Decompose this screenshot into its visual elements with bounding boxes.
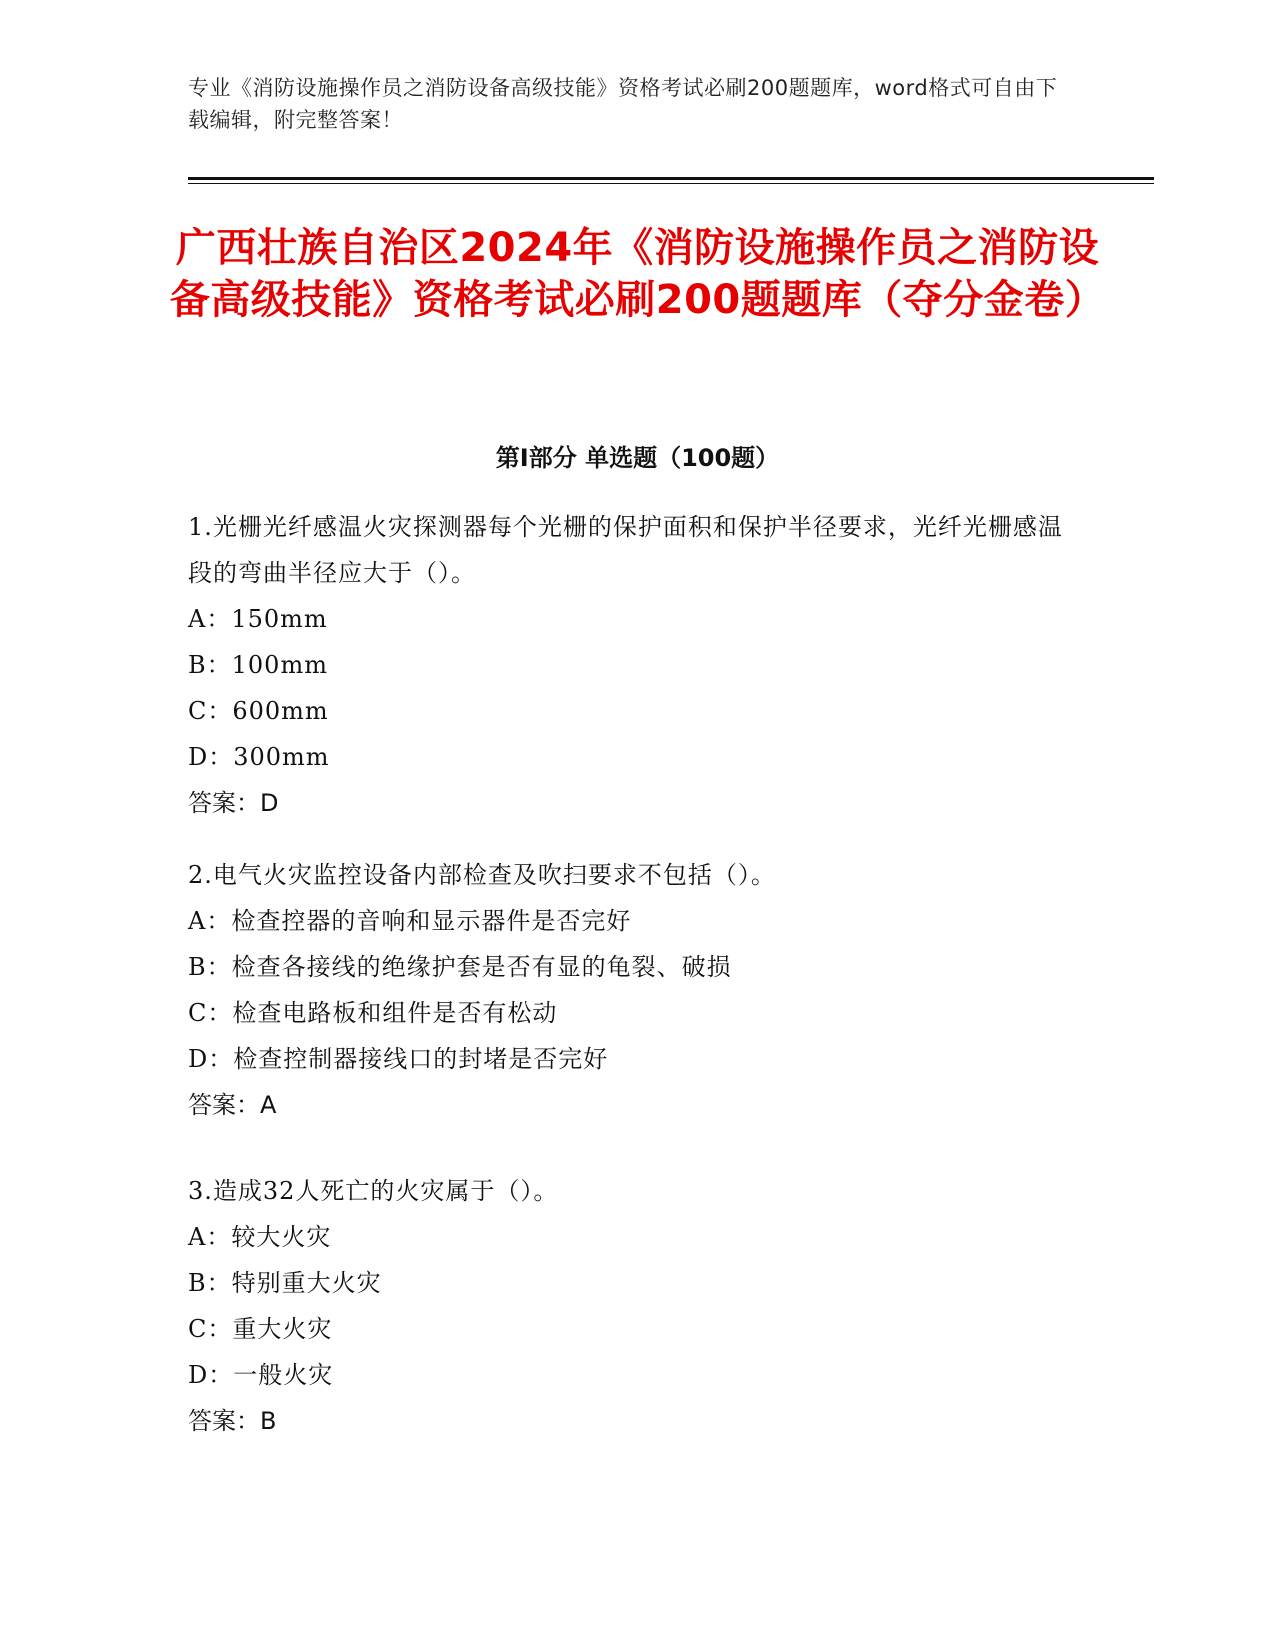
page-header-note: 专业《消防设施操作员之消防设备高级技能》资格考试必刷200题题库，word格式可自由下载编辑，附完整答案！ bbox=[188, 76, 1058, 132]
question-2 bbox=[188, 852, 1068, 1128]
option-a: A：较大火灾 bbox=[188, 1223, 332, 1251]
question-stem: 1.光栅光纤感温火灾探测器每个光栅的保护面积和保护半径要求，光纤光栅感温段的弯曲半径应大于（）。 bbox=[188, 513, 1063, 587]
option-c: C：检查电路板和组件是否有松动 bbox=[188, 999, 558, 1027]
answer-line: 答案：D bbox=[188, 789, 279, 817]
question-3 bbox=[188, 1168, 1068, 1444]
option-d: D：检查控制器接线口的封堵是否完好 bbox=[188, 1045, 609, 1073]
answer-line: 答案：B bbox=[188, 1407, 277, 1435]
option-c: C：600mm bbox=[188, 697, 329, 725]
option-b: B：检查各接线的绝缘护套是否有显的龟裂、破损 bbox=[188, 953, 732, 981]
option-d: D：一般火灾 bbox=[188, 1361, 334, 1389]
question-stem: 3.造成32人死亡的火灾属于（）。 bbox=[188, 1177, 559, 1205]
question-stem: 2.电气火灾监控设备内部检查及吹扫要求不包括（）。 bbox=[188, 861, 776, 889]
header-divider-thick bbox=[188, 177, 1154, 180]
option-a: A：检查控器的音响和显示器件是否完好 bbox=[188, 907, 632, 935]
option-b: B：100mm bbox=[188, 651, 328, 679]
section-heading: 第I部分 单选题（100题） bbox=[495, 444, 780, 472]
option-b: B：特别重大火灾 bbox=[188, 1269, 382, 1297]
option-d: D：300mm bbox=[188, 743, 330, 771]
option-c: C：重大火灾 bbox=[188, 1315, 333, 1343]
answer-line: 答案：A bbox=[188, 1091, 277, 1119]
option-a: A：150mm bbox=[188, 605, 328, 633]
header-divider-thin bbox=[188, 183, 1154, 184]
question-1 bbox=[188, 504, 1068, 826]
document-title: 广西壮族自治区2024年《消防设施操作员之消防设备高级技能》资格考试必刷200题题库（夺分金卷） bbox=[169, 225, 1106, 323]
